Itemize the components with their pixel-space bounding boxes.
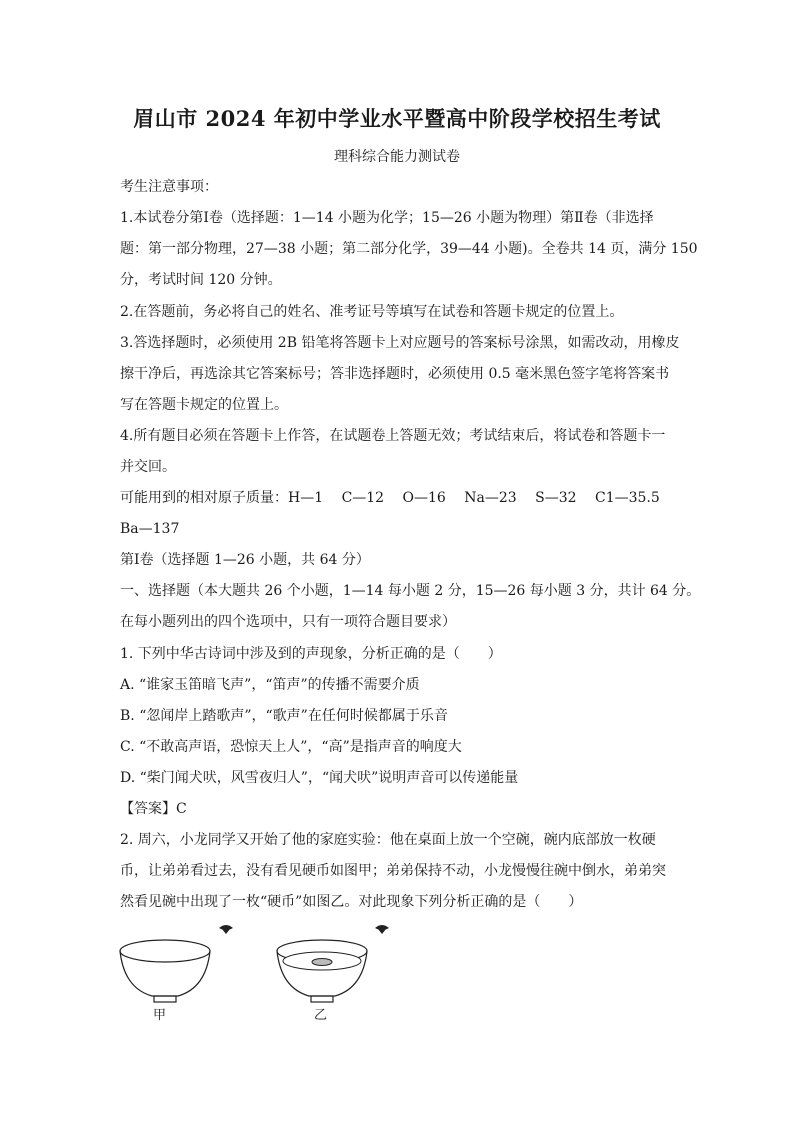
notice-heading: 考生注意事项：	[120, 179, 218, 195]
coin-icon	[312, 959, 332, 966]
answer-label: 【答案】C	[120, 801, 187, 817]
question-stem: 币，让弟弟看过去，没有看见硬币如图甲；弟弟保持不动，小龙慢慢往碗中倒水，弟弟突	[120, 863, 666, 879]
bowl-water-illustration	[277, 940, 367, 1002]
option-d: D. “柴门闻犬吠，风雪夜归人”，“闻犬吠”说明声音可以传递能量	[120, 770, 519, 786]
notice-line: 1.本试卷分第Ⅰ卷（选择题：1—14 小题为化学；15—26 小题为物理）第Ⅱ卷（非选择	[120, 210, 654, 226]
bowl-figure	[110, 918, 430, 1028]
eye-icon	[219, 925, 233, 934]
option-a: A. “谁家玉笛暗飞声”，“笛声”的传播不需要介质	[120, 677, 420, 693]
part-title: 第Ⅰ卷（选择题 1—26 小题，共 64 分）	[120, 552, 370, 568]
atomic-masses-line: Ba—137	[120, 521, 180, 537]
question-stem: 2. 周六，小龙同学又开始了他的家庭实验：他在桌面上放一个空碗，碗内底部放一枚硬	[120, 832, 656, 848]
option-b: B. “忽闻岸上踏歌声”，“歌声”在任何时候都属于乐音	[120, 708, 448, 724]
notice-line: 题：第一部分物理，27—38 小题；第二部分化学，39—44 小题)。全卷共 14 页，满分 150	[120, 241, 698, 257]
notice-line: 3.答选择题时，必须使用 2B 铅笔将答题卡上对应题号的答案标号涂黑，如需改动，用橡皮	[120, 335, 680, 351]
question-stem: 然看见碗中出现了一枚“硬币”如图乙。对此现象下列分析正确的是（ ）	[120, 894, 583, 910]
option-c: C. “不敢高声语，恐惊天上人”，“高”是指声音的响度大	[120, 739, 462, 755]
notice-line: 2.在答题前，务必将自己的姓名、准考证号等填写在试卷和答题卡规定的位置上。	[120, 304, 624, 320]
notice-line: 4.所有题目必须在答题卡上作答，在试题卷上答题无效；考试结束后，将试卷和答题卡一	[120, 428, 666, 444]
page-title: 眉山市 2024 年初中学业水平暨高中阶段学校招生考试	[133, 106, 661, 131]
bowl-empty-illustration	[120, 940, 210, 1002]
page-subtitle: 理科综合能力测试卷	[334, 149, 460, 165]
notice-line: 写在答题卡规定的位置上。	[120, 397, 288, 413]
notice-line: 并交回。	[120, 459, 176, 475]
notice-line: 擦干净后，再选涂其它答案标号；答非选择题时，必须使用 0.5 毫米黑色签字笔将答案书	[120, 366, 670, 382]
section-instructions: 在每小题列出的四个选项中，只有一项符合题目要求）	[120, 614, 456, 630]
section-instructions: 一、选择题（本大题共 26 个小题，1—14 每小题 2 分，15—26 每小题 3 分，共计 64 分。	[120, 583, 701, 599]
notice-line: 分，考试时间 120 分钟。	[120, 272, 282, 288]
eye-icon	[375, 925, 389, 934]
figure-label-yi: 乙	[314, 1008, 328, 1023]
figure-label-jia: 甲	[153, 1008, 167, 1023]
question-stem: 1. 下列中华古诗词中涉及到的声现象，分析正确的是（ ）	[120, 646, 502, 662]
atomic-masses-line: 可能用到的相对原子质量：H—1 C—12 O—16 Na—23 S—32 C1—35.5	[120, 490, 660, 506]
